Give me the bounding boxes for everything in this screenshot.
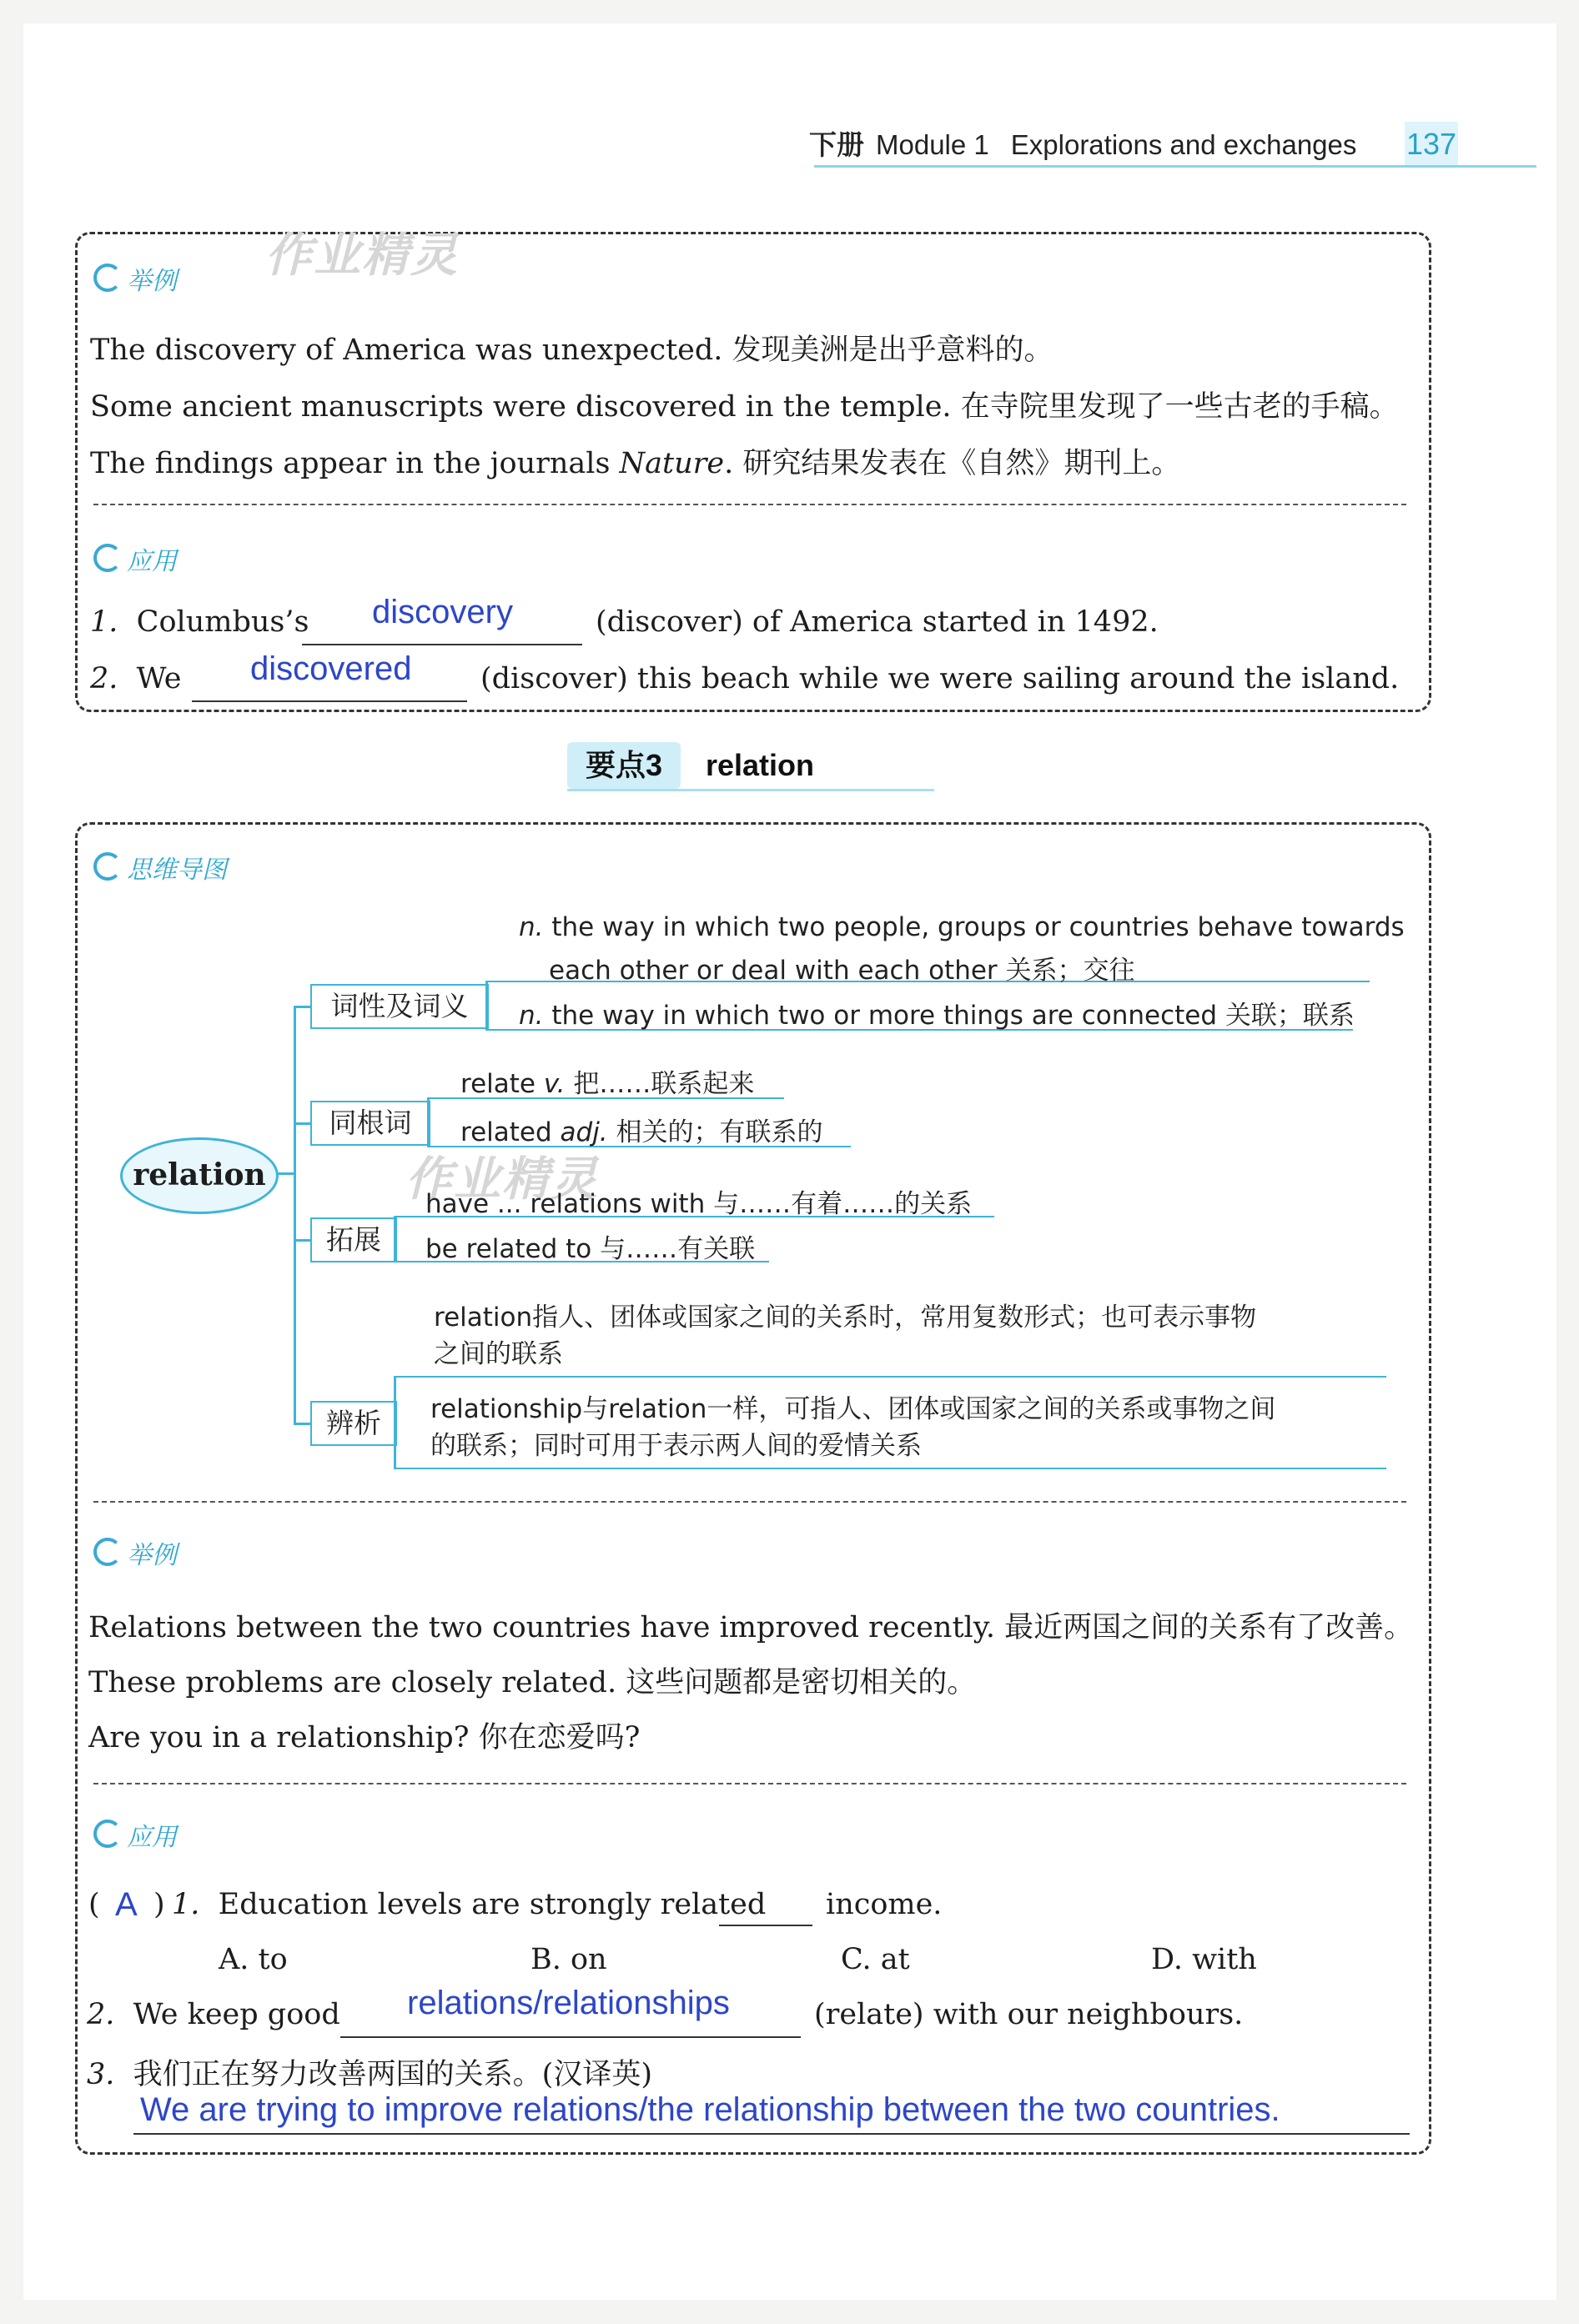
question-2: 2. We keep good <box>87 1998 340 2031</box>
analysis-1: relation指人、团体或国家之间的关系时，常用复数形式；也可表示事物 <box>434 1303 1257 1333</box>
connector <box>294 1006 296 1423</box>
apply-tag: 应用 <box>93 540 177 577</box>
divider <box>93 504 1406 505</box>
question-number: 1. <box>90 605 118 639</box>
watermark: 作业精灵 <box>405 1152 599 1207</box>
moon-icon <box>93 264 122 292</box>
option-c[interactable]: C. at <box>841 1943 910 1976</box>
option-a[interactable]: A. to <box>219 1943 288 1976</box>
question-number: 1. <box>172 1888 200 1921</box>
module-title: Explorations and exchanges <box>1010 129 1357 160</box>
option-d[interactable]: D. with <box>1151 1943 1257 1976</box>
question-number: 2. <box>90 662 118 695</box>
question-1: 1. Columbus’s <box>90 605 309 639</box>
question-number: 2. <box>87 1998 115 2031</box>
answer-blank[interactable] <box>192 700 467 702</box>
connector <box>427 1097 430 1146</box>
question-2-rest: (relate) with our neighbours. <box>814 1998 1244 2031</box>
watermark: 作业精灵 <box>265 228 459 283</box>
apply-tag: 应用 <box>93 1816 177 1853</box>
connector <box>294 1122 310 1125</box>
question-number: 3. <box>87 2058 115 2091</box>
definition-1: n. the way in which two people, groups or countries behave towards <box>519 912 1405 942</box>
answer-blank[interactable] <box>340 2036 801 2038</box>
answer-blank[interactable] <box>719 1925 812 1926</box>
connector <box>294 1006 310 1008</box>
definition-2: n. the way in which two or more things are connected 关联；联系 <box>519 1001 1355 1031</box>
choice-paren-close: ) <box>153 1888 165 1921</box>
question-1: 1. Education levels are strongly related <box>172 1888 767 1921</box>
module-label: Module 1 <box>876 129 989 160</box>
divider <box>93 1783 1406 1784</box>
mindmap-center: relation <box>120 1137 279 1214</box>
connector <box>294 1239 310 1242</box>
handwritten-answer: A <box>115 1886 138 1923</box>
example-sentence: Some ancient manuscripts were discovered in the temple. 在寺院里发现了一些古老的手稿。 <box>90 390 1399 424</box>
branch-root-words: 同根词 <box>310 1101 430 1146</box>
mindmap-tag: 思维导图 <box>93 849 227 886</box>
branch-pos-meaning: 词性及词义 <box>310 984 489 1029</box>
moon-icon <box>93 852 122 881</box>
connector <box>394 1376 1386 1378</box>
analysis-2: relationship与relation一样，可指人、团体或国家之间的关系或事物之间 <box>430 1394 1276 1424</box>
connector <box>394 1376 396 1468</box>
connector <box>294 1423 310 1425</box>
root-word-relate: relate v. 把……联系起来 <box>460 1069 755 1099</box>
connector <box>394 1216 396 1261</box>
root-word-related: related adj. 相关的；有联系的 <box>460 1117 823 1147</box>
moon-icon <box>93 1538 122 1566</box>
connector <box>485 981 488 1029</box>
section-label: 要点3 <box>567 742 681 789</box>
moon-icon <box>93 1820 122 1848</box>
question-2: 2. We <box>90 662 182 695</box>
journal-name: Nature <box>619 447 725 480</box>
question-1-rest: (discover) of America started in 1492. <box>596 605 1159 639</box>
section-title <box>567 742 934 791</box>
connector <box>394 1468 1386 1469</box>
extension-2: be related to 与……有关联 <box>425 1234 756 1264</box>
example-sentence: The discovery of America was unexpected. 发现美洲是出乎意料的。 <box>90 334 1054 367</box>
divider <box>93 1501 1406 1503</box>
handwritten-answer: We are trying to improve relations/the relationship between the two countries. <box>140 2091 1280 2128</box>
section-underline <box>567 789 934 791</box>
choice-paren-open: ( <box>88 1888 100 1921</box>
header-rule <box>814 165 1536 168</box>
volume-label: 下册 <box>809 129 864 160</box>
extension-1: have ... relations with 与……有着……的关系 <box>425 1189 973 1219</box>
example-tag: 举例 <box>93 260 177 297</box>
page-number: 137 <box>1405 122 1458 167</box>
definition-1-cont: each other or deal with each other 关系；交往 <box>549 956 1135 986</box>
branch-extension: 拓展 <box>310 1217 397 1262</box>
handwritten-answer: relations/relationships <box>407 1985 730 2021</box>
example-tag: 举例 <box>93 1534 177 1571</box>
example-sentence: The findings appear in the journals Nature. 研究结果发表在《自然》期刊上。 <box>90 447 1181 480</box>
analysis-1-cont: 之间的联系 <box>434 1339 563 1369</box>
example-sentence: Relations between the two countries have improved recently. 最近两国之间的关系有了改善。 <box>88 1611 1414 1644</box>
handwritten-answer: discovery <box>372 594 513 630</box>
analysis-2-cont: 的联系；同时可用于表示两人间的爱情关系 <box>430 1431 922 1461</box>
moon-icon <box>93 544 122 572</box>
example-sentence: Are you in a relationship? 你在恋爱吗? <box>88 1721 641 1754</box>
question-3: 3. 我们正在努力改善两国的关系。(汉译英) <box>87 2058 652 2091</box>
example-sentence: These problems are closely related. 这些问题都是密切相关的。 <box>88 1666 977 1699</box>
answer-blank[interactable] <box>302 644 582 645</box>
question-1-rest: income. <box>826 1888 943 1921</box>
question-2-rest: (discover) this beach while we were sailing around the island. <box>480 662 1400 695</box>
section-word: relation <box>706 748 815 782</box>
handwritten-answer: discovered <box>250 650 412 687</box>
branch-analysis: 辨析 <box>310 1401 397 1446</box>
option-b[interactable]: B. on <box>531 1943 607 1976</box>
running-header <box>809 123 1356 163</box>
answer-line[interactable] <box>133 2133 1410 2135</box>
